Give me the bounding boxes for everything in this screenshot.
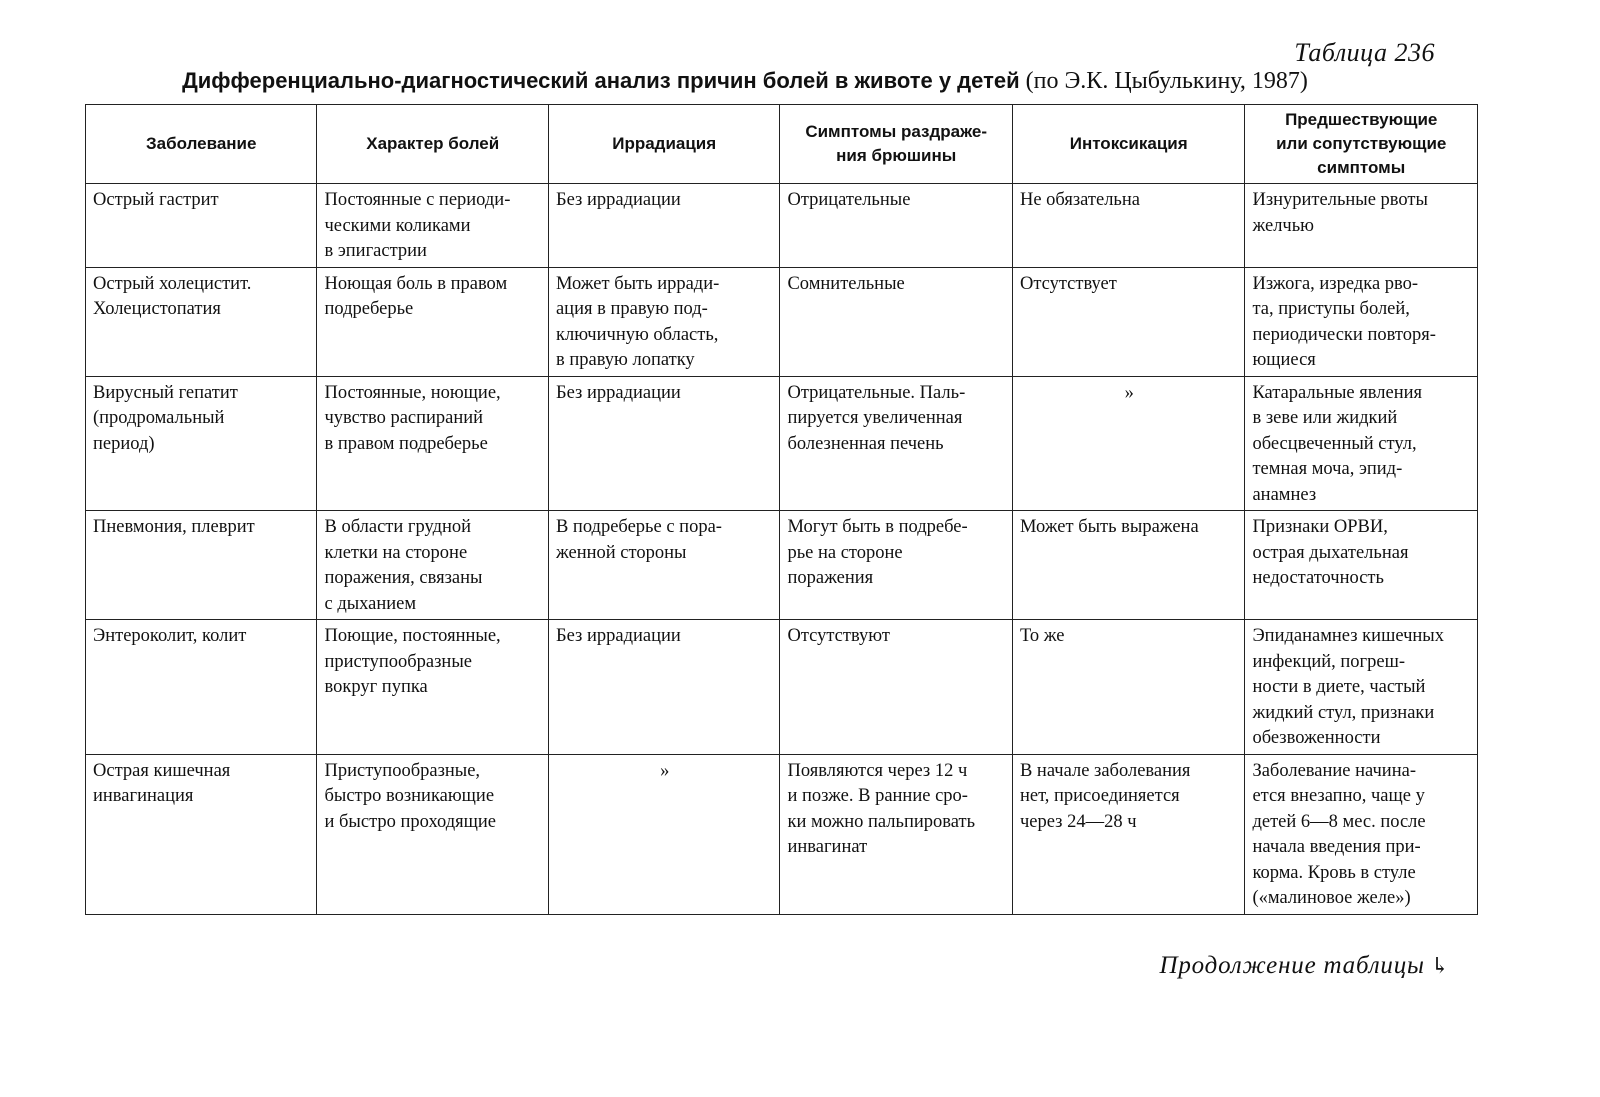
- table-row: [86, 620, 1478, 755]
- table-row: [86, 511, 1478, 620]
- table-cell: Постоянные, ноющие, чувство распираний в правом подреберье: [317, 376, 548, 511]
- table-cell: Без иррадиации: [548, 620, 779, 755]
- header-pain-character: Характер болей: [317, 105, 548, 184]
- table-cell: Заболевание начина- ется внезапно, чаще у детей 6—8 мес. после начала введения при- корма. Кровь в стуле («малиновое желе»): [1245, 754, 1478, 914]
- table-cell: Может быть ирради- ация в правую под- ключичную область, в правую лопатку: [548, 267, 779, 376]
- table-row: [86, 184, 1478, 268]
- table-cell: Отсутствует: [1012, 267, 1245, 376]
- table-cell: Отрицательные. Паль- пируется увеличенная болезненная печень: [780, 376, 1013, 511]
- table-header-row: [86, 105, 1478, 184]
- table-cell: Может быть выражена: [1012, 511, 1245, 620]
- table-row: [86, 267, 1478, 376]
- table-cell: Острая кишечная инвагинация: [86, 754, 317, 914]
- table-cell: Не обязательна: [1012, 184, 1245, 268]
- table-cell: Без иррадиации: [548, 184, 779, 268]
- table-cell: Изнурительные рвоты желчью: [1245, 184, 1478, 268]
- table-cell: Признаки ОРВИ, острая дыхательная недостаточность: [1245, 511, 1478, 620]
- curved-arrow-down-icon: ↳: [1430, 953, 1450, 978]
- table-cell: Вирусный гепатит (продромальный период): [86, 376, 317, 511]
- table-cell: В области грудной клетки на стороне поражения, связаны с дыханием: [317, 511, 548, 620]
- header-peritoneal-signs: Симптомы раздраже- ния брюшины: [780, 105, 1013, 184]
- table-cell: Без иррадиации: [548, 376, 779, 511]
- table-number: Таблица 236: [1294, 38, 1435, 67]
- table-cell: Поющие, постоянные, приступообразные вокруг пупка: [317, 620, 548, 755]
- table-continued-label: Продолжение таблицы: [1159, 952, 1425, 979]
- table-cell: То же: [1012, 620, 1245, 755]
- table-cell: Приступообразные, быстро возникающие и быстро проходящие: [317, 754, 548, 914]
- table-cell: Могут быть в подребе- рье на стороне поражения: [780, 511, 1013, 620]
- table-cell: В подреберье с пора- женной стороны: [548, 511, 779, 620]
- table-cell: Постоянные с периоди- ческими коликами в эпигастрии: [317, 184, 548, 268]
- table-cell: Отсутствуют: [780, 620, 1013, 755]
- table-cell: Отрицательные: [780, 184, 1013, 268]
- table-cell: Острый гастрит: [86, 184, 317, 268]
- header-disease: Заболевание: [86, 105, 317, 184]
- table-cell: Острый холецистит. Холецистопатия: [86, 267, 317, 376]
- table-cell: »: [1012, 376, 1245, 511]
- header-intoxication: Интоксикация: [1012, 105, 1245, 184]
- table-caption-title: Дифференциально-диагностический анализ причин болей в животе у детей: [182, 68, 1020, 93]
- header-associated-symptoms: Предшествующие или сопутствующие симптомы: [1245, 105, 1478, 184]
- table-row: [86, 376, 1478, 511]
- table-cell: Сомнительные: [780, 267, 1013, 376]
- table-cell: »: [548, 754, 779, 914]
- table-cell: Изжога, изредка рво- та, приступы болей, периодически повторя- ющиеся: [1245, 267, 1478, 376]
- table-cell: Эпиданамнез кишечных инфекций, погреш- ности в диете, частый жидкий стул, признаки обезвоженности: [1245, 620, 1478, 755]
- table-cell: В начале заболевания нет, присоединяется через 24—28 ч: [1012, 754, 1245, 914]
- header-irradiation: Иррадиация: [548, 105, 779, 184]
- table-cell: Катаральные явления в зеве или жидкий обесцвеченный стул, темная моча, эпид- анамнез: [1245, 376, 1478, 511]
- table-cell: Энтероколит, колит: [86, 620, 317, 755]
- table-cell: Ноющая боль в правом подреберье: [317, 267, 548, 376]
- table-caption: [85, 68, 1405, 95]
- table-cell: Пневмония, плеврит: [86, 511, 317, 620]
- table-caption-source: (по Э.К. Цыбулькину, 1987): [1019, 68, 1308, 94]
- table-row: [86, 754, 1478, 914]
- table-cell: Появляются через 12 ч и позже. В ранние сро- ки можно пальпировать инвагинат: [780, 754, 1013, 914]
- table-continued-note: [1160, 952, 1451, 980]
- differential-diagnosis-table: [85, 104, 1478, 915]
